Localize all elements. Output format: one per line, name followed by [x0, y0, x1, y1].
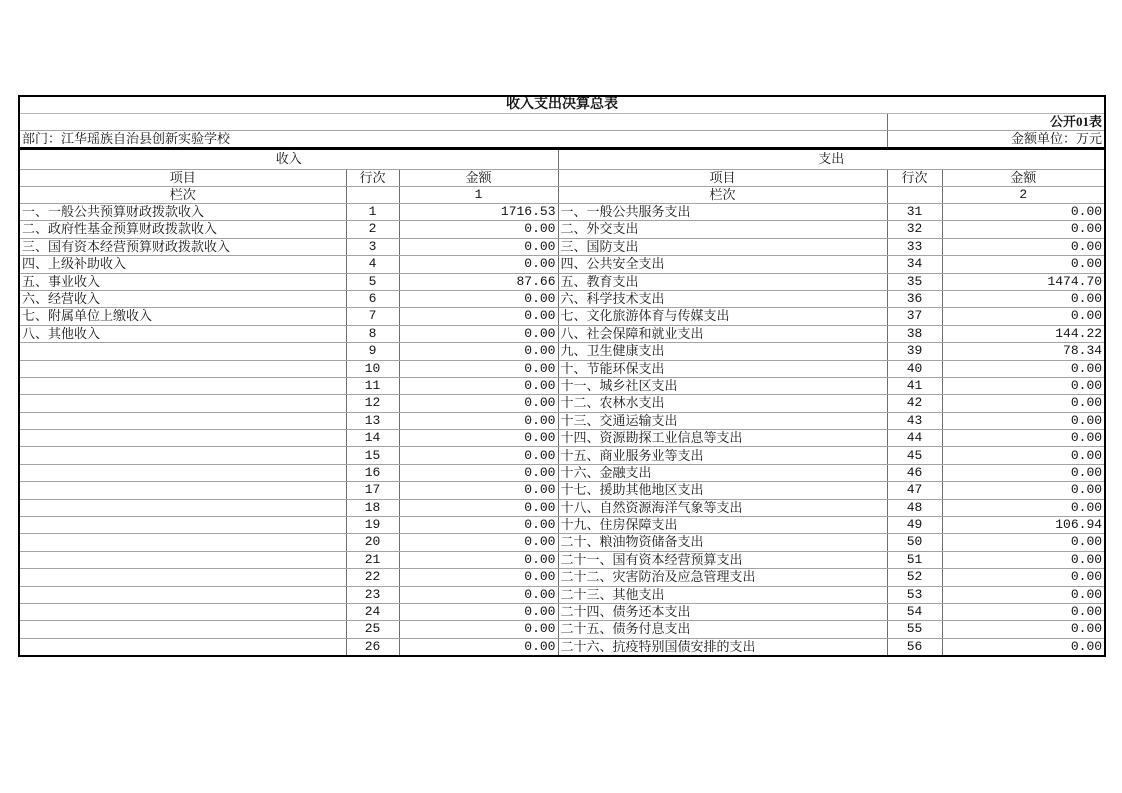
income-item-cell	[19, 447, 346, 464]
income-line-cell: 20	[346, 534, 399, 551]
expense-line-cell: 44	[887, 430, 942, 447]
income-amount-cell: 0.00	[399, 482, 558, 499]
income-amount-cell: 0.00	[399, 360, 558, 377]
expense-item-cell: 二十五、债务付息支出	[558, 621, 887, 638]
income-amount-cell: 0.00	[399, 569, 558, 586]
table-row	[19, 603, 1105, 620]
table-row	[19, 534, 1105, 551]
expense-item-cell: 二十二、灾害防治及应急管理支出	[558, 569, 887, 586]
income-amount-cell: 1716.53	[399, 204, 558, 221]
income-item-cell	[19, 569, 346, 586]
table-row	[19, 638, 1105, 656]
expense-line-cell: 31	[887, 204, 942, 221]
income-item-cell: 五、事业收入	[19, 273, 346, 290]
income-item-cell: 三、国有资本经营预算财政拨款收入	[19, 238, 346, 255]
income-amount-cell: 0.00	[399, 499, 558, 516]
income-amount-cell: 0.00	[399, 551, 558, 568]
table-code: 公开01表	[887, 114, 1105, 131]
expense-line-cell: 47	[887, 482, 942, 499]
income-amount-cell: 0.00	[399, 621, 558, 638]
table-row	[19, 290, 1105, 307]
table-row	[19, 238, 1105, 255]
expense-amount-cell: 0.00	[942, 412, 1105, 429]
table-row	[19, 430, 1105, 447]
expense-line-cell: 48	[887, 499, 942, 516]
income-line-cell: 15	[346, 447, 399, 464]
income-item-cell	[19, 499, 346, 516]
expense-item-cell: 一、一般公共服务支出	[558, 204, 887, 221]
income-amount-cell: 0.00	[399, 603, 558, 620]
expense-item-cell: 十五、商业服务业等支出	[558, 447, 887, 464]
table-row	[19, 621, 1105, 638]
expense-item-cell: 二、外交支出	[558, 221, 887, 238]
expense-line-cell: 39	[887, 343, 942, 360]
expense-item-cell: 三、国防支出	[558, 238, 887, 255]
income-item-cell: 八、其他收入	[19, 325, 346, 342]
expense-item-cell: 六、科学技术支出	[558, 290, 887, 307]
expense-amount-cell: 0.00	[942, 551, 1105, 568]
expense-index-spacer	[887, 187, 942, 204]
income-item-cell	[19, 603, 346, 620]
expense-line-cell: 53	[887, 586, 942, 603]
income-amount-cell: 0.00	[399, 430, 558, 447]
expense-amount-cell: 0.00	[942, 603, 1105, 620]
income-index-spacer	[346, 187, 399, 204]
expense-amount-cell: 144.22	[942, 325, 1105, 342]
expense-amount-cell: 0.00	[942, 204, 1105, 221]
income-amount-cell: 0.00	[399, 256, 558, 273]
income-line-cell: 26	[346, 638, 399, 656]
income-item-cell	[19, 517, 346, 534]
income-line-cell: 19	[346, 517, 399, 534]
income-index-label: 栏次	[19, 187, 346, 204]
income-amount-cell: 0.00	[399, 534, 558, 551]
income-amount-cell: 0.00	[399, 325, 558, 342]
income-item-cell	[19, 586, 346, 603]
table-row	[19, 517, 1105, 534]
income-line-cell: 25	[346, 621, 399, 638]
table-row	[19, 343, 1105, 360]
income-amount-cell: 0.00	[399, 290, 558, 307]
expense-amount-cell: 0.00	[942, 238, 1105, 255]
income-line-cell: 9	[346, 343, 399, 360]
income-line-cell: 10	[346, 360, 399, 377]
income-amount-cell: 0.00	[399, 638, 558, 656]
income-item-cell	[19, 482, 346, 499]
table-row	[19, 273, 1105, 290]
table-body	[19, 204, 1105, 657]
expense-index-label: 栏次	[558, 187, 887, 204]
expense-amount-cell: 0.00	[942, 447, 1105, 464]
income-item-cell	[19, 464, 346, 481]
expense-item-cell: 七、文化旅游体育与传媒支出	[558, 308, 887, 325]
expense-line-cell: 42	[887, 395, 942, 412]
expense-amount-cell: 0.00	[942, 499, 1105, 516]
expense-amount-cell: 0.00	[942, 621, 1105, 638]
income-line-cell: 5	[346, 273, 399, 290]
expense-item-cell: 十一、城乡社区支出	[558, 377, 887, 394]
income-line-cell: 4	[346, 256, 399, 273]
table-row	[19, 221, 1105, 238]
expense-line-cell: 37	[887, 308, 942, 325]
expense-line-cell: 43	[887, 412, 942, 429]
expense-item-cell: 五、教育支出	[558, 273, 887, 290]
expense-amount-cell: 0.00	[942, 464, 1105, 481]
income-item-cell	[19, 412, 346, 429]
income-line-cell: 14	[346, 430, 399, 447]
expense-line-cell: 40	[887, 360, 942, 377]
expense-amount-cell: 0.00	[942, 290, 1105, 307]
expense-line-cell: 49	[887, 517, 942, 534]
income-line-cell: 21	[346, 551, 399, 568]
income-line-cell: 17	[346, 482, 399, 499]
income-item-cell: 一、一般公共预算财政拨款收入	[19, 204, 346, 221]
table-row	[19, 308, 1105, 325]
expense-item-cell: 八、社会保障和就业支出	[558, 325, 887, 342]
expense-amount-cell: 0.00	[942, 308, 1105, 325]
title-row	[19, 96, 1105, 114]
income-line-cell: 2	[346, 221, 399, 238]
income-amount-cell: 0.00	[399, 464, 558, 481]
expense-amount-cell: 0.00	[942, 569, 1105, 586]
expense-amount-cell: 0.00	[942, 395, 1105, 412]
income-section-header: 收入	[19, 149, 558, 170]
code-row-spacer	[19, 114, 887, 131]
table-row	[19, 464, 1105, 481]
income-line-cell: 11	[346, 377, 399, 394]
income-line-cell: 3	[346, 238, 399, 255]
table-row	[19, 447, 1105, 464]
budget-summary-table	[18, 95, 1106, 657]
table-row	[19, 412, 1105, 429]
expense-item-cell: 十九、住房保障支出	[558, 517, 887, 534]
expense-item-cell: 四、公共安全支出	[558, 256, 887, 273]
income-item-cell	[19, 621, 346, 638]
income-line-cell: 8	[346, 325, 399, 342]
expense-amount-cell: 106.94	[942, 517, 1105, 534]
table-row	[19, 586, 1105, 603]
expense-item-cell: 二十六、抗疫特别国债安排的支出	[558, 638, 887, 656]
expense-line-cell: 35	[887, 273, 942, 290]
expense-amount-cell: 0.00	[942, 221, 1105, 238]
expense-amount-cell: 0.00	[942, 638, 1105, 656]
expense-item-cell: 十六、金融支出	[558, 464, 887, 481]
income-line-cell: 1	[346, 204, 399, 221]
table-title: 收入支出决算总表	[19, 96, 1105, 114]
income-line-cell: 23	[346, 586, 399, 603]
expense-amount-cell: 1474.70	[942, 273, 1105, 290]
income-item-cell	[19, 377, 346, 394]
expense-amount-cell: 0.00	[942, 256, 1105, 273]
income-amount-cell: 0.00	[399, 238, 558, 255]
income-item-cell	[19, 534, 346, 551]
expense-item-cell: 十三、交通运输支出	[558, 412, 887, 429]
table-row	[19, 395, 1105, 412]
expense-item-cell: 十二、农林水支出	[558, 395, 887, 412]
expense-amount-cell: 0.00	[942, 377, 1105, 394]
income-item-cell	[19, 430, 346, 447]
table-row	[19, 325, 1105, 342]
income-item-cell	[19, 360, 346, 377]
expense-col-index: 2	[942, 187, 1105, 204]
table-row	[19, 204, 1105, 221]
income-item-cell	[19, 343, 346, 360]
expense-amount-cell: 78.34	[942, 343, 1105, 360]
expense-line-cell: 46	[887, 464, 942, 481]
expense-line-cell: 55	[887, 621, 942, 638]
expense-section-header: 支出	[558, 149, 1105, 170]
department-row	[19, 131, 1105, 149]
income-line-cell: 16	[346, 464, 399, 481]
table-row	[19, 377, 1105, 394]
expense-line-cell: 54	[887, 603, 942, 620]
income-item-cell	[19, 638, 346, 656]
expense-amount-cell: 0.00	[942, 482, 1105, 499]
expense-line-cell: 41	[887, 377, 942, 394]
expense-item-cell: 九、卫生健康支出	[558, 343, 887, 360]
income-amount-cell: 0.00	[399, 308, 558, 325]
income-item-cell: 二、政府性基金预算财政拨款收入	[19, 221, 346, 238]
income-item-cell: 六、经营收入	[19, 290, 346, 307]
income-line-cell: 6	[346, 290, 399, 307]
income-item-cell	[19, 395, 346, 412]
expense-amount-cell: 0.00	[942, 586, 1105, 603]
table-row	[19, 482, 1105, 499]
expense-line-cell: 50	[887, 534, 942, 551]
income-item-cell: 四、上级补助收入	[19, 256, 346, 273]
income-amount-cell: 0.00	[399, 447, 558, 464]
table-row	[19, 551, 1105, 568]
page	[18, 95, 1106, 657]
expense-item-cell: 十、节能环保支出	[558, 360, 887, 377]
expense-line-cell: 56	[887, 638, 942, 656]
expense-line-cell: 34	[887, 256, 942, 273]
expense-line-cell: 38	[887, 325, 942, 342]
expense-amount-cell: 0.00	[942, 430, 1105, 447]
expense-item-cell: 十七、援助其他地区支出	[558, 482, 887, 499]
income-item-header: 项目	[19, 170, 346, 187]
code-row	[19, 114, 1105, 131]
expense-item-cell: 二十、粮油物资储备支出	[558, 534, 887, 551]
income-line-cell: 18	[346, 499, 399, 516]
income-amount-cell: 0.00	[399, 395, 558, 412]
table-row	[19, 569, 1105, 586]
expense-line-cell: 36	[887, 290, 942, 307]
income-amount-cell: 0.00	[399, 377, 558, 394]
expense-line-cell: 52	[887, 569, 942, 586]
expense-amount-cell: 0.00	[942, 534, 1105, 551]
expense-line-header: 行次	[887, 170, 942, 187]
income-line-cell: 22	[346, 569, 399, 586]
income-line-cell: 12	[346, 395, 399, 412]
income-amount-cell: 0.00	[399, 343, 558, 360]
income-amount-cell: 0.00	[399, 221, 558, 238]
income-line-cell: 24	[346, 603, 399, 620]
expense-item-cell: 二十一、国有资本经营预算支出	[558, 551, 887, 568]
income-amount-cell: 0.00	[399, 412, 558, 429]
income-line-cell: 7	[346, 308, 399, 325]
department-label: 部门：江华瑶族自治县创新实验学校	[19, 131, 887, 149]
expense-line-cell: 33	[887, 238, 942, 255]
income-line-cell: 13	[346, 412, 399, 429]
expense-amount-cell: 0.00	[942, 360, 1105, 377]
income-col-index: 1	[399, 187, 558, 204]
section-header-row	[19, 149, 1105, 170]
unit-label: 金额单位：万元	[887, 131, 1105, 149]
expense-item-cell: 二十三、其他支出	[558, 586, 887, 603]
income-item-cell	[19, 551, 346, 568]
expense-item-cell: 二十四、债务还本支出	[558, 603, 887, 620]
table-row	[19, 499, 1105, 516]
income-item-cell: 七、附属单位上缴收入	[19, 308, 346, 325]
expense-line-cell: 45	[887, 447, 942, 464]
expense-amount-header: 金额	[942, 170, 1105, 187]
column-header-row	[19, 170, 1105, 187]
expense-item-cell: 十八、自然资源海洋气象等支出	[558, 499, 887, 516]
table-row	[19, 360, 1105, 377]
expense-item-cell: 十四、资源勘探工业信息等支出	[558, 430, 887, 447]
table-row	[19, 256, 1105, 273]
income-line-header: 行次	[346, 170, 399, 187]
expense-item-header: 项目	[558, 170, 887, 187]
expense-line-cell: 32	[887, 221, 942, 238]
income-amount-cell: 0.00	[399, 517, 558, 534]
column-index-row	[19, 187, 1105, 204]
income-amount-header: 金额	[399, 170, 558, 187]
income-amount-cell: 87.66	[399, 273, 558, 290]
income-amount-cell: 0.00	[399, 586, 558, 603]
expense-line-cell: 51	[887, 551, 942, 568]
